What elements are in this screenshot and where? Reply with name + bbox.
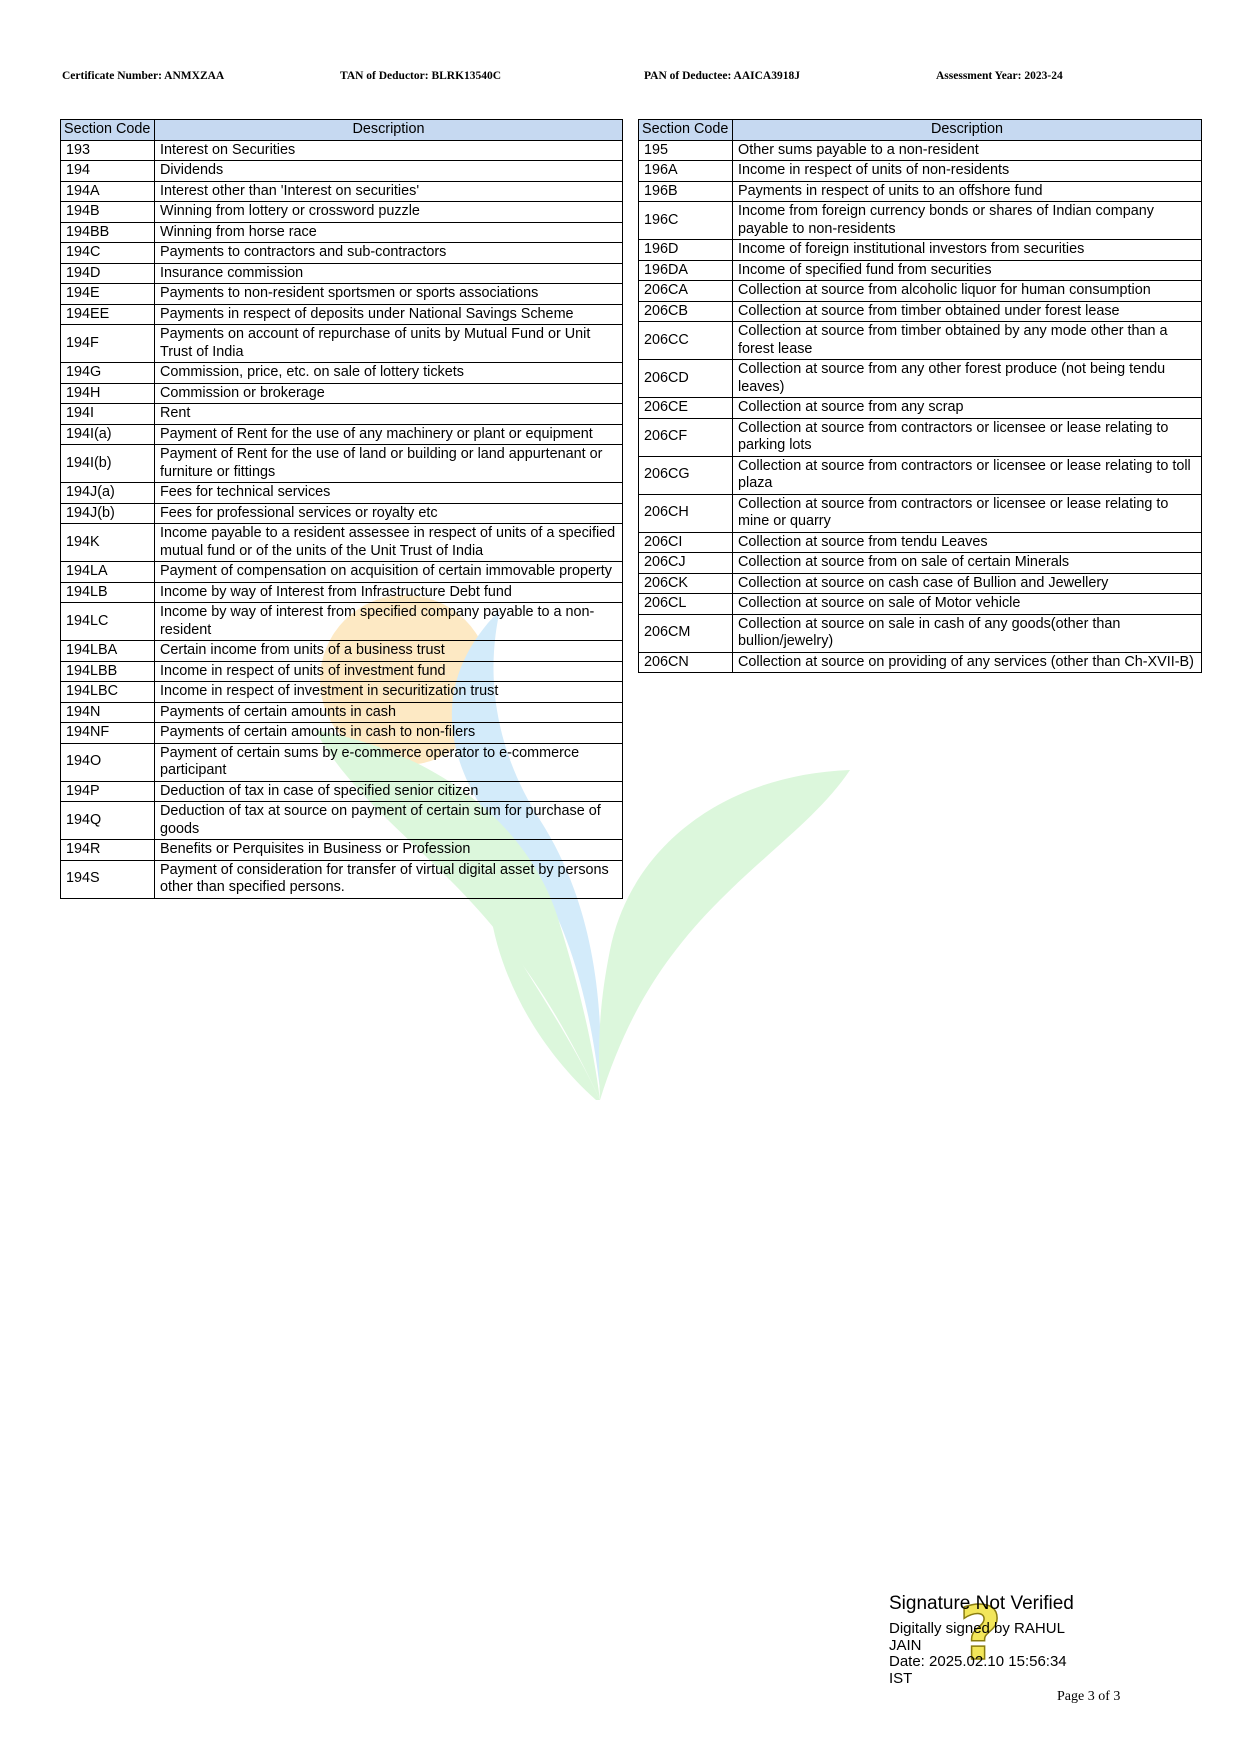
assessment-year: Assessment Year: 2023-24 (936, 70, 1063, 82)
section-code-cell: 194LC (61, 603, 155, 641)
section-code-cell: 194LB (61, 582, 155, 603)
section-code-cell: 194BB (61, 222, 155, 243)
section-code-cell: 194EE (61, 304, 155, 325)
description-cell: Income in respect of units of non-residents (733, 161, 1202, 182)
description-cell: Collection at source from on sale of certain Minerals (733, 553, 1202, 574)
table-row (61, 743, 623, 781)
description-header: Description (155, 120, 623, 141)
section-code-cell: 206CI (639, 532, 733, 553)
section-code-cell: 206CA (639, 281, 733, 302)
table-row (639, 202, 1202, 240)
section-code-cell: 206CE (639, 398, 733, 419)
table-row (61, 424, 623, 445)
table-row (61, 860, 623, 898)
table-row (639, 456, 1202, 494)
description-cell: Collection at source from contractors or licensee or lease relating to toll plaza (733, 456, 1202, 494)
description-cell: Income of foreign institutional investors from securities (733, 240, 1202, 261)
table-row (61, 661, 623, 682)
table-row (639, 322, 1202, 360)
table-row (61, 641, 623, 662)
section-code-cell: 196C (639, 202, 733, 240)
description-cell: Collection at source from tendu Leaves (733, 532, 1202, 553)
table-row (61, 304, 623, 325)
description-cell: Collection at source on cash case of Bullion and Jewellery (733, 573, 1202, 594)
table-row (61, 140, 623, 161)
description-cell: Payment of Rent for the use of land or building or land appurtenant or furniture or fittings (155, 445, 623, 483)
section-code-cell: 194LBC (61, 682, 155, 703)
description-cell: Income from foreign currency bonds or shares of Indian company payable to non-residents (733, 202, 1202, 240)
table-row (639, 614, 1202, 652)
section-code-cell: 206CJ (639, 553, 733, 574)
description-cell: Interest other than 'Interest on securities' (155, 181, 623, 202)
description-header: Description (733, 120, 1202, 141)
section-code-cell: 194C (61, 243, 155, 264)
section-code-cell: 194Q (61, 802, 155, 840)
description-cell: Payment of certain sums by e-commerce operator to e-commerce participant (155, 743, 623, 781)
description-cell: Income in respect of units of investment fund (155, 661, 623, 682)
description-cell: Collection at source from contractors or licensee or lease relating to mine or quarry (733, 494, 1202, 532)
description-cell: Collection at source from any scrap (733, 398, 1202, 419)
description-cell: Payments on account of repurchase of units by Mutual Fund or Unit Trust of India (155, 325, 623, 363)
section-code-cell: 194J(a) (61, 483, 155, 504)
table-row (61, 222, 623, 243)
description-cell: Fees for technical services (155, 483, 623, 504)
description-cell: Other sums payable to a non-resident (733, 140, 1202, 161)
certificate-header (0, 70, 1240, 90)
certificate-number: Certificate Number: ANMXZAA (62, 70, 225, 82)
description-cell: Collection at source on sale in cash of any goods(other than bullion/jewelry) (733, 614, 1202, 652)
description-cell: Commission, price, etc. on sale of lottery tickets (155, 363, 623, 384)
description-cell: Collection at source from alcoholic liquor for human consumption (733, 281, 1202, 302)
section-code-cell: 194K (61, 524, 155, 562)
section-code-header: Section Code (639, 120, 733, 141)
section-code-cell: 194I(a) (61, 424, 155, 445)
signed-by-name: JAIN (889, 1636, 922, 1654)
section-code-cell: 206CM (639, 614, 733, 652)
description-cell: Fees for professional services or royalty etc (155, 503, 623, 524)
signature-date: Date: 2025.02.10 15:56:34 (889, 1653, 1067, 1670)
description-cell: Payment of consideration for transfer of virtual digital asset by persons other than specified persons. (155, 860, 623, 898)
table-row (61, 363, 623, 384)
description-cell: Winning from lottery or crossword puzzle (155, 202, 623, 223)
section-code-cell: 194N (61, 702, 155, 723)
section-code-cell: 194E (61, 284, 155, 305)
signed-by-line: Digitally signed by RAHUL (889, 1620, 1065, 1637)
description-cell: Dividends (155, 161, 623, 182)
table-row (61, 582, 623, 603)
description-cell: Commission or brokerage (155, 383, 623, 404)
table-row (61, 682, 623, 703)
section-code-cell: 196B (639, 181, 733, 202)
section-code-cell: 193 (61, 140, 155, 161)
table-row (639, 181, 1202, 202)
right-table-body (639, 140, 1202, 673)
section-code-cell: 206CL (639, 594, 733, 615)
section-code-cell: 194J(b) (61, 503, 155, 524)
section-code-cell: 206CN (639, 652, 733, 673)
tan-of-deductor: TAN of Deductor: BLRK13540C (340, 70, 502, 82)
section-code-cell: 206CD (639, 360, 733, 398)
table-header-row (639, 120, 1202, 141)
section-code-cell: 194B (61, 202, 155, 223)
description-cell: Collection at source from any other forest produce (not being tendu leaves) (733, 360, 1202, 398)
description-cell: Collection at source on providing of any services (other than Ch-XVII-B) (733, 652, 1202, 673)
watermark-right-leaf (599, 770, 850, 1100)
table-row (61, 562, 623, 583)
left-table-body (61, 140, 623, 898)
section-code-cell: 194R (61, 840, 155, 861)
description-cell: Certain income from units of a business trust (155, 641, 623, 662)
description-cell: Payment of compensation on acquisition of certain immovable property (155, 562, 623, 583)
pan-of-deductee: PAN of Deductee: AAICA3918J (644, 70, 800, 82)
description-cell: Payments of certain amounts in cash to non-filers (155, 723, 623, 744)
section-code-table-left (60, 119, 623, 899)
table-row (639, 161, 1202, 182)
section-code-table-right (638, 119, 1202, 673)
table-row (61, 702, 623, 723)
table-row (61, 802, 623, 840)
section-code-cell: 194G (61, 363, 155, 384)
section-code-cell: 196D (639, 240, 733, 261)
table-row (61, 161, 623, 182)
description-cell: Insurance commission (155, 263, 623, 284)
section-code-cell: 194I(b) (61, 445, 155, 483)
table-row (61, 383, 623, 404)
section-code-cell: 194H (61, 383, 155, 404)
section-code-cell: 206CK (639, 573, 733, 594)
table-row (61, 483, 623, 504)
table-row (61, 284, 623, 305)
table-row (61, 840, 623, 861)
table-row (639, 652, 1202, 673)
table-row (639, 398, 1202, 419)
description-cell: Income of specified fund from securities (733, 260, 1202, 281)
description-cell: Interest on Securities (155, 140, 623, 161)
signature-question-icon: ? (959, 1591, 1002, 1677)
signature-status: Signature Not Verified (889, 1593, 1074, 1614)
section-code-cell: 194O (61, 743, 155, 781)
section-code-cell: 206CB (639, 301, 733, 322)
description-cell: Payments to non-resident sportsmen or sports associations (155, 284, 623, 305)
signature-timezone: IST (889, 1669, 913, 1687)
section-code-cell: 194LBB (61, 661, 155, 682)
table-row (639, 594, 1202, 615)
section-code-cell: 194A (61, 181, 155, 202)
table-row (61, 202, 623, 223)
section-code-cell: 195 (639, 140, 733, 161)
description-cell: Payments in respect of deposits under National Savings Scheme (155, 304, 623, 325)
table-row (61, 445, 623, 483)
table-header-row (61, 120, 623, 141)
description-cell: Payments of certain amounts in cash (155, 702, 623, 723)
description-cell: Income by way of interest from specified company payable to a non-resident (155, 603, 623, 641)
table-row (639, 573, 1202, 594)
table-row (61, 263, 623, 284)
section-code-cell: 194D (61, 263, 155, 284)
section-code-cell: 206CF (639, 418, 733, 456)
section-code-cell: 194NF (61, 723, 155, 744)
table-row (639, 553, 1202, 574)
description-cell: Collection at source on sale of Motor vehicle (733, 594, 1202, 615)
description-cell: Payments to contractors and sub-contractors (155, 243, 623, 264)
section-code-cell: 194P (61, 781, 155, 802)
section-code-cell: 206CC (639, 322, 733, 360)
table-row (639, 360, 1202, 398)
section-code-cell: 196DA (639, 260, 733, 281)
table-row (61, 243, 623, 264)
page-number: Page 3 of 3 (1057, 1689, 1121, 1704)
description-cell: Income by way of Interest from Infrastructure Debt fund (155, 582, 623, 603)
description-cell: Deduction of tax in case of specified senior citizen (155, 781, 623, 802)
section-code-cell: 206CH (639, 494, 733, 532)
section-code-header: Section Code (61, 120, 155, 141)
table-row (61, 524, 623, 562)
table-row (639, 260, 1202, 281)
table-row (639, 418, 1202, 456)
description-cell: Collection at source from timber obtained under forest lease (733, 301, 1202, 322)
table-row (639, 281, 1202, 302)
description-cell: Benefits or Perquisites in Business or Profession (155, 840, 623, 861)
section-code-cell: 194S (61, 860, 155, 898)
section-code-cell: 196A (639, 161, 733, 182)
table-row (639, 301, 1202, 322)
description-cell: Income payable to a resident assessee in respect of units of a specified mutual fund or of the units of the Unit Trust of India (155, 524, 623, 562)
section-code-cell: 206CG (639, 456, 733, 494)
description-cell: Payments in respect of units to an offshore fund (733, 181, 1202, 202)
table-row (61, 723, 623, 744)
table-row (639, 494, 1202, 532)
table-row (61, 325, 623, 363)
description-cell: Collection at source from timber obtained by any mode other than a forest lease (733, 322, 1202, 360)
description-cell: Collection at source from contractors or licensee or lease relating to parking lots (733, 418, 1202, 456)
table-row (61, 603, 623, 641)
table-row (61, 503, 623, 524)
digital-signature-block (889, 1593, 1119, 1687)
description-cell: Rent (155, 404, 623, 425)
section-code-cell: 194I (61, 404, 155, 425)
table-row (639, 240, 1202, 261)
table-row (61, 181, 623, 202)
section-code-cell: 194LA (61, 562, 155, 583)
table-row (61, 781, 623, 802)
section-code-cell: 194 (61, 161, 155, 182)
description-cell: Payment of Rent for the use of any machinery or plant or equipment (155, 424, 623, 445)
description-cell: Winning from horse race (155, 222, 623, 243)
section-code-cell: 194F (61, 325, 155, 363)
table-row (61, 404, 623, 425)
table-row (639, 532, 1202, 553)
table-row (639, 140, 1202, 161)
section-code-cell: 194LBA (61, 641, 155, 662)
description-cell: Deduction of tax at source on payment of certain sum for purchase of goods (155, 802, 623, 840)
description-cell: Income in respect of investment in securitization trust (155, 682, 623, 703)
